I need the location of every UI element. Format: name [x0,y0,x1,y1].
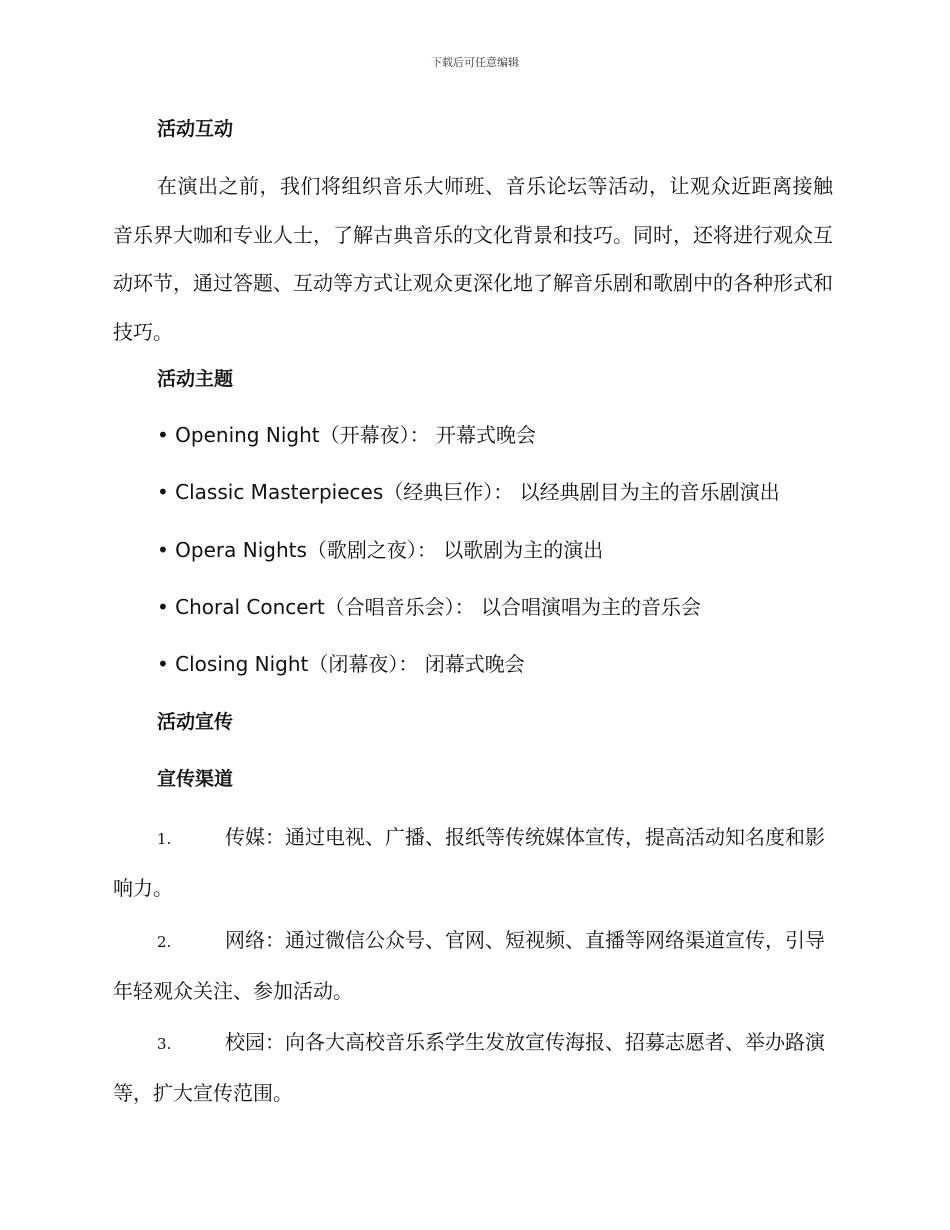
theme-item: • Classic Masterpieces（经典巨作）： 以经典剧目为主的音乐剧演出 [157,480,780,504]
channel-item [113,916,833,1015]
theme-item: • Opening Night（开幕夜）： 开幕式晚会 [157,423,536,447]
theme-item: • Choral Concert（合唱音乐会）： 以合唱演唱为主的音乐会 [157,595,702,619]
channel-number: 3. [157,1035,172,1053]
heading-channels: 宣传渠道 [157,768,234,790]
theme-item: • Closing Night（闭幕夜）： 闭幕式晚会 [157,652,525,676]
channel-item [113,813,833,912]
channel-number: 2. [157,933,172,951]
channel-text: 校园：向各大高校音乐系学生发放宣传海报、招募志愿者、举办路演等，扩大宣传范围。 [113,1030,825,1105]
channel-text: 传媒：通过电视、广播、报纸等传统媒体宣传，提高活动知名度和影响力。 [113,825,825,900]
paragraph-interaction: 在演出之前，我们将组织音乐大师班、音乐论坛等活动，让观众近距离接触音乐界大咖和专业人士，了解古典音乐的文化背景和技巧。同时，还将进行观众互动环节，通过答题、互动等方式让观众更深化地了解音乐剧和歌剧中的各种形式和技巧。 [113,174,833,344]
channel-text: 网络：通过微信公众号、官网、短视频、直播等网络渠道宣传，引导年轻观众关注、参加活动。 [113,928,825,1003]
channel-number: 1. [157,830,172,848]
heading-promotion: 活动宣传 [157,711,234,733]
page-header: 下载后可任意编辑 [431,56,519,69]
heading-interaction: 活动互动 [157,118,234,140]
channel-item [113,1018,833,1117]
theme-item: • Opera Nights（歌剧之夜）： 以歌剧为主的演出 [157,538,604,562]
heading-theme: 活动主题 [157,368,234,390]
